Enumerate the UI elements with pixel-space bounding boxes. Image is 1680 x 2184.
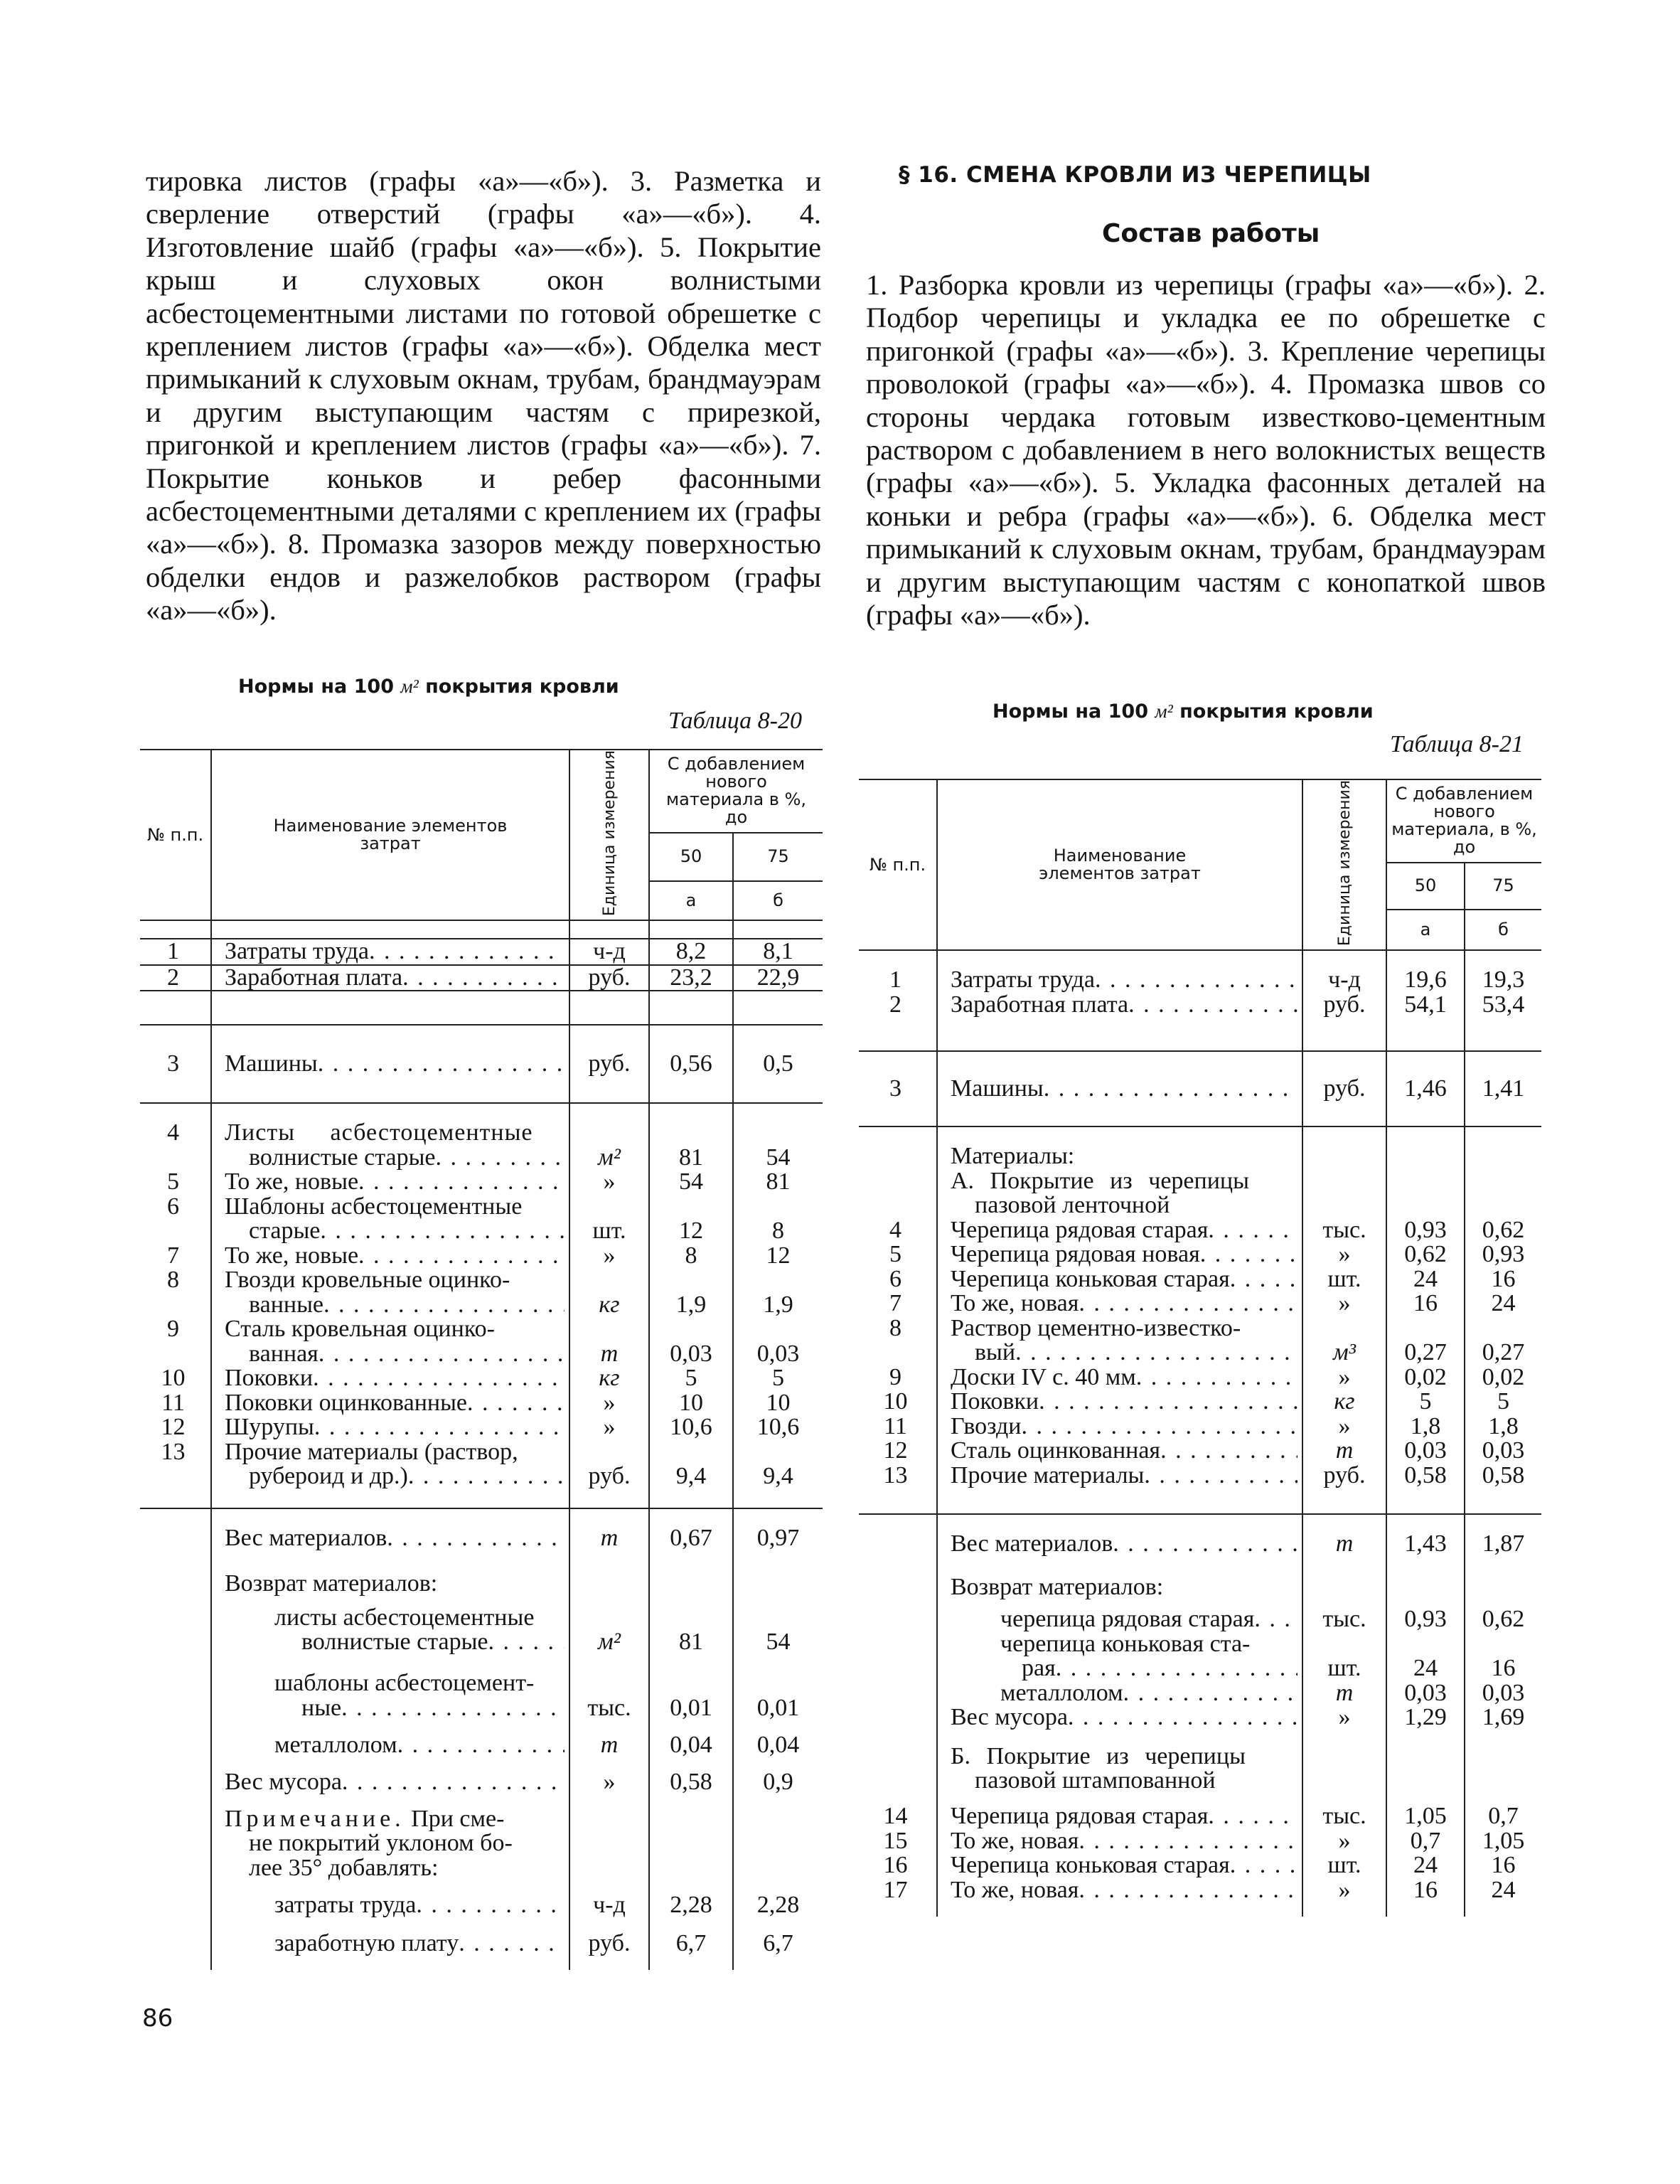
section-title: § 16. СМЕНА КРОВЛИ ИЗ ЧЕРЕПИЦЫ [899,162,1371,188]
table-row: Возврат материалов: [859,1567,1541,1607]
table-row: 6 Черепица коньковая старая . . . шт. 24 16 [859,1267,1541,1292]
table-row: старые . . . шт. 12 8 [140,1219,823,1244]
t2-group-labor [859,950,1541,1051]
table-row: волнистые старые . . . м² 81 54 [140,1630,823,1671]
t1-group-machines [140,1025,823,1103]
table-row: Вес мусора . . . » 1,29 1,69 [859,1705,1541,1730]
table-row: 13 Прочие материалы . . . руб. 0,58 0,58 [859,1464,1541,1515]
table-row: пазовой штампованной [859,1769,1541,1804]
table-row: черепица коньковая ста- [859,1632,1541,1657]
page-number: 86 [142,2004,173,2033]
table-row: ванная . . . т 0,03 0,03 [140,1342,823,1367]
t1-group-labor [140,920,823,1025]
table-row: 8 Раствор цементно-известко- [859,1316,1541,1341]
t2-head-unit: Единица измерения [1302,779,1386,950]
table-row: рубероид и др.) . . . руб. 9,4 9,4 [140,1464,823,1508]
t1-head-name: Наименование элементов затрат [211,750,569,920]
table-row: 12 Сталь оцинкованная . . . т 0,03 0,03 [859,1439,1541,1464]
table-row: 9 Доски IV с. 40 мм . . . » 0,02 0,02 [859,1365,1541,1390]
t2-group-machines [859,1051,1541,1126]
t2-group-weights [859,1514,1541,1917]
table-row: металлолом . . . т 0,03 0,03 [859,1681,1541,1706]
t2-head-name: Наименование элементов затрат [937,779,1302,950]
t2-head-b: б [1465,910,1541,950]
t1-head-num: № п.п. [140,750,211,920]
table-8-21 [859,779,1541,1917]
table-row: 16 Черепица коньковая старая . . . шт. 24 16 [859,1853,1541,1878]
table-row: 11 Гвозди . . . » 1,8 1,8 [859,1415,1541,1439]
t1-group-weights [140,1508,823,1970]
t2-group-materials [859,1126,1541,1514]
work-composition-title: Состав работы [1102,219,1320,248]
table1-caption: Таблица 8-20 [668,708,802,734]
table-row: А. Покрытие из черепицы [859,1169,1541,1194]
right-intro-text: 1. Разборка кровли из черепицы (графы «а»—«б»). 2. Подбор черепицы и укладка ее по обрешетке с пригонкой (графы «а»—«б»). 3. Крепление черепицы проволокой (графы «а»—«б»). 4. Промазка швов со стороны чердака готовым известково-цементным раствором с добавлением в него волокнистых веществ (графы «а»—«б»). 5. Укладка фасонных деталей на коньки и ребра (графы «а»—«б»). 6. Обделка мест примыканий к слуховым окнам, трубам, брандмауэрам и другим выступающим частям с конопаткой швов (графы «а»—«б»). [866,269,1546,632]
table-row: затраты труда . . . ч-д 2,28 2,28 [140,1893,823,1932]
table-row: металлолом . . . т 0,04 0,04 [140,1733,823,1770]
table-row: Возврат материалов: [140,1563,823,1606]
table-row: 4 Листы асбестоцементные [140,1121,823,1146]
t2-head-75: 75 [1465,863,1541,910]
table-row: 1 Затраты труда . . . ч-д 19,6 19,3 [859,968,1541,993]
table-row: ные . . . тыс. 0,01 0,01 [140,1696,823,1733]
t2-head-group: С добавлением нового материала, в %, до [1386,779,1541,863]
table-row: 12 Шурупы . . . » 10,6 10,6 [140,1415,823,1440]
t2-head-50: 50 [1386,863,1465,910]
table-row: черепица рядовая старая . . . тыс. 0,93 0,62 [859,1607,1541,1632]
table-row: Вес материалов . . . т 0,67 0,97 [140,1526,823,1563]
table-row: 2 Заработная плата . . . руб. 23,2 22,9 [140,965,823,991]
note-row: не покрытий уклоном бо- [140,1831,823,1856]
t1-head-a: а [649,881,733,920]
table-row: Вес мусора . . . » 0,58 0,9 [140,1770,823,1807]
left-intro-text: тировка листов (графы «а»—«б»). 3. Разметка и сверление отверстий (графы «а»—«б»). 4. Изготовление шайб (графы «а»—«б»). 5. Покрытие крыш и слуховых окон волнистыми асбестоцементными листами по готовой обрешетке с креплением листов (графы «а»—«б»). Обделка мест примыканий к слуховым окнам, трубам, брандмауэрам и другим выступающим частям с прирезкой, пригонкой и креплением листов (графы «а»—«б»). 7. Покрытие коньков и ребер фасонными асбестоцементными деталями с креплением их (графы «а»—«б»). 8. Промазка зазоров между поверхностью обделки ендов и разжелобков раствором (графы «а»—«б»). [146,165,821,627]
table-row: 9 Сталь кровельная оцинко- [140,1317,823,1342]
table-row: пазовой ленточной [859,1193,1541,1218]
note-row: лее 35° добавлять: [140,1856,823,1893]
table-row: 13 Прочие материалы (раствор, [140,1440,823,1465]
table-row: 7 То же, новая . . . » 16 24 [859,1291,1541,1316]
table-row: 10 Поковки . . . кг 5 5 [859,1390,1541,1415]
table-row: 5 Черепица рядовая новая . . . » 0,62 0,93 [859,1242,1541,1267]
table-row: 3 Машины . . . руб. 0,56 0,5 [140,1025,823,1103]
table-row: 1 Затраты труда . . . ч-д 8,2 8,1 [140,939,823,965]
table-row: заработную плату . . . руб. 6,7 6,7 [140,1932,823,1970]
table-row: 17 То же, новая . . . » 16 24 [859,1878,1541,1917]
table-row: шаблоны асбестоцемент- [140,1671,823,1696]
t1-head-group: С добавлением нового материала в %, до [649,750,823,833]
t1-head-unit: Единица измерения [569,750,649,920]
t1-head-75: 75 [733,833,823,882]
t1-head-50: 50 [649,833,733,882]
table-row: Вес материалов . . . т 1,43 1,87 [859,1532,1541,1567]
table-row: листы асбестоцементные [140,1606,823,1631]
table2-caption: Таблица 8-21 [1390,731,1524,757]
t2-head-a: а [1386,910,1465,950]
t2-head-num: № п.п. [859,779,937,950]
table-row: рая . . . шт. 24 16 [859,1656,1541,1681]
table-row: 15 То же, новая . . . » 0,7 1,05 [859,1829,1541,1854]
t1-group-materials [140,1103,823,1508]
table-row: Б. Покрытие из черепицы [859,1744,1541,1769]
t1-head-b: б [733,881,823,920]
table-row: 3 Машины . . . руб. 1,46 1,41 [859,1051,1541,1126]
table-row: ванные . . . кг 1,9 1,9 [140,1293,823,1318]
table1-heading: Нормы на 100 м² покрытия кровли [238,676,619,698]
table-8-20 [140,749,823,1970]
table-row: волнистые старые . . . м² 81 54 [140,1146,823,1171]
table-row: 10 Поковки . . . кг 5 5 [140,1366,823,1391]
table2-heading: Нормы на 100 м² покрытия кровли [993,701,1374,723]
note-row: Примечание. При сме- [140,1807,823,1832]
table-row: 5 То же, новые . . . » 54 81 [140,1170,823,1195]
table-row: 14 Черепица рядовая старая . . . тыс. 1,05 0,7 [859,1804,1541,1829]
table-row: вый . . . м³ 0,27 0,27 [859,1341,1541,1365]
table-row: 11 Поковки оцинкованные . . . » 10 10 [140,1391,823,1416]
table-row: 8 Гвозди кровельные оцинко- [140,1268,823,1293]
table-row: Материалы: [859,1144,1541,1169]
table-row: 6 Шаблоны асбестоцементные [140,1195,823,1220]
table-row: 4 Черепица рядовая старая . . . тыс. 0,93 0,62 [859,1218,1541,1243]
table-row: 7 То же, новые . . . » 8 12 [140,1244,823,1269]
table-row: 2 Заработная плата . . . руб. 54,1 53,4 [859,993,1541,1018]
